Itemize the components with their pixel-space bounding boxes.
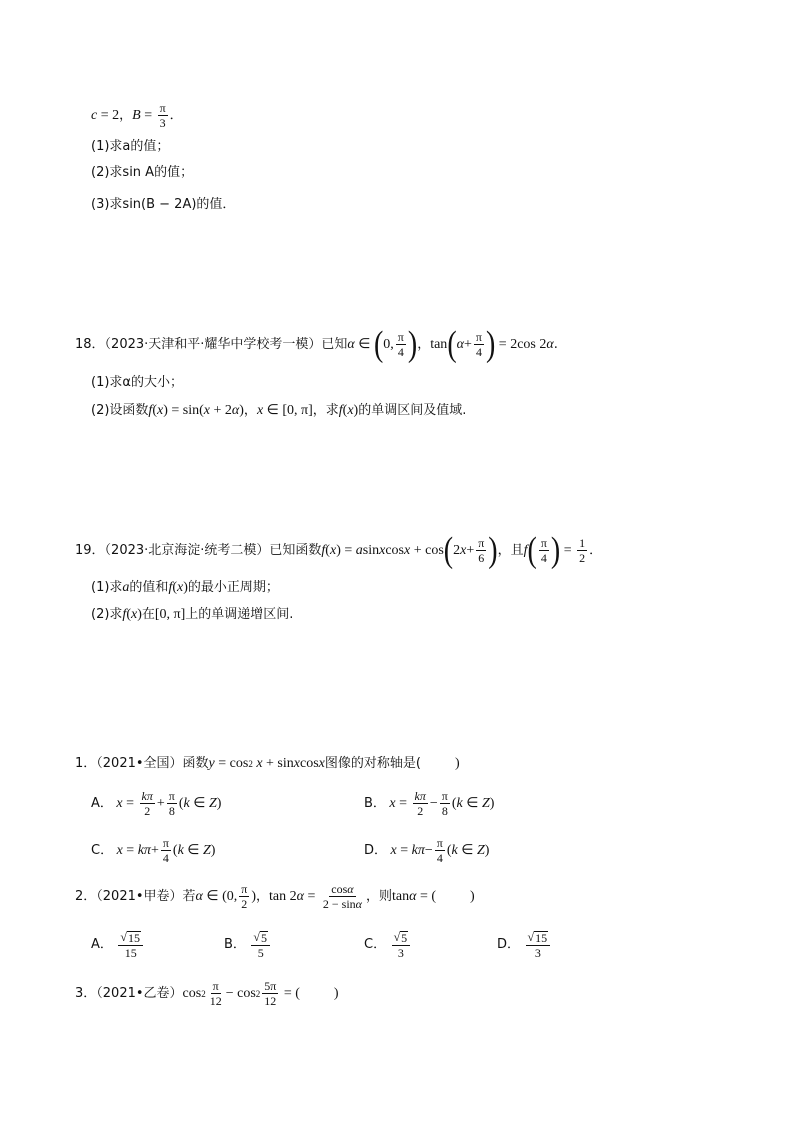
mc1-option-d: D． x = kπ − $\frac{\pi}{4}$ ( k ∈ Z ) — [364, 836, 490, 865]
mc1-option-c: C． x = kπ + $\frac{\pi}{4}$ ( k ∈ Z ) — [91, 836, 216, 865]
mc2-option-a-label: A． — [91, 937, 113, 952]
mc1-option-b: B． x = $\frac{k\pi}{2}$ − $\frac{\pi}{8}$ ( k ∈ Z ) — [364, 789, 495, 818]
mc1-close: ) — [454, 756, 460, 771]
mc1-option-a-label: A． — [91, 795, 113, 811]
mc2-option-c-label: C． — [364, 937, 387, 952]
q19-part1-b: 的值和 — [129, 580, 169, 595]
mc3-stem: 3．（2021•乙卷） cos 2 $\frac{\pi}{12}$ − cos 2 $\frac{5\pi}{12}$ = ( ) — [75, 979, 339, 1008]
q19-part2-b: 在 — [141, 607, 155, 622]
q17-part1: (1)求a的值； — [91, 139, 170, 154]
mc2-option-b-label: B． — [224, 937, 246, 952]
mc2-option-d-label: D． — [497, 937, 521, 952]
q19-part1-c: 的最小正周期； — [187, 580, 279, 595]
mc1-option-d-label: D． — [364, 842, 388, 858]
q18-part2: (2)设函数 f ( x ) = sin( x + 2 α ) ， x ∈ [0, π] ，求 f ( x ) 的单调区间及值域. — [91, 400, 466, 422]
q19-part2: (2)求 f ( x ) 在 [0, π] 上的单调递增区间. — [91, 604, 293, 626]
mc2-stem-b: ，则 — [365, 888, 392, 904]
q17-given: c = 2 ， B = $\frac{\pi}{3}$ ． — [91, 101, 183, 130]
q18-part1: (1)求α的大小； — [91, 375, 183, 390]
q18-source: 18．（2023·天津和平·耀华中学校考一模）已知 — [75, 336, 348, 352]
mc2-option-d: D． √ 15 3 — [497, 931, 552, 959]
q17-part3: (3)求sin(B − 2A)的值． — [91, 197, 236, 212]
mc1-option-c-label: C． — [91, 842, 114, 858]
mc1-option-b-label: B． — [364, 795, 386, 811]
mc1-stem: 1．（2021•全国）函数 y = cos 2 x + sin x cos x 图像的对称轴是( ) — [75, 753, 460, 775]
q19-part2-a: (2)求 — [91, 607, 123, 622]
q18-part2-b: ，求 — [312, 403, 339, 418]
q18-part2-c: 的单调区间及值域. — [358, 403, 467, 418]
mc3-stem-text: 3．（2021•乙卷） — [75, 985, 183, 1001]
mc2-option-c: C． √ 5 3 — [364, 931, 412, 959]
mc2-stem-a: 2．（2021•甲卷）若 — [75, 888, 196, 904]
mc3-close: ) — [333, 985, 339, 1001]
q19-part1: (1)求 a 的值和 f ( x ) 的最小正周期； — [91, 577, 279, 599]
mc2-option-b: B． √ 5 5 — [224, 931, 272, 959]
mc2-option-a: A． √ 15 15 — [91, 931, 145, 959]
q19-part2-c: 上的单调递增区间. — [185, 607, 294, 622]
q19-header: 19．（2023·北京海淀·统考二模）已知函数 f ( x ) = a sin x cos x + cos ( 2 x + $\frac{\pi}{6}$ ) ，且 f ( $\frac{\pi}{4}$ ) = $\frac{1}{2}$ ． — [75, 529, 603, 570]
q18-part2-a: (2)设函数 — [91, 403, 149, 418]
mc2-close: ) — [470, 888, 475, 904]
mc2-stem: 2．（2021•甲卷）若 α ∈ (0, $\frac{\pi}{2}$ ) ， tan 2 α = $\frac{\cos\alpha}{2 - \sin\alpha}$ ，则 tan α = ( ) — [75, 882, 475, 911]
mc1-stem-b: 图像的对称轴是( — [324, 756, 421, 771]
mc1-option-a: A． x = $\frac{k\pi}{2}$ + $\frac{\pi}{8}$ ( k ∈ Z ) — [91, 789, 222, 818]
q19-source: 19．（2023·北京海淀·统考二模）已知函数 — [75, 542, 322, 558]
q17-part2: (2)求sin A的值； — [91, 165, 194, 180]
q19-part1-a: (1)求 — [91, 580, 123, 595]
mc1-stem-a: 1．（2021•全国）函数 — [75, 756, 209, 771]
q18-header: 18．（2023·天津和平·耀华中学校考一模）已知 α ∈ ( 0, $\frac{\pi}{4}$ ) ， tan ( α + $\frac{\pi}{4}$ ) = 2cos 2 α . — [75, 323, 558, 364]
